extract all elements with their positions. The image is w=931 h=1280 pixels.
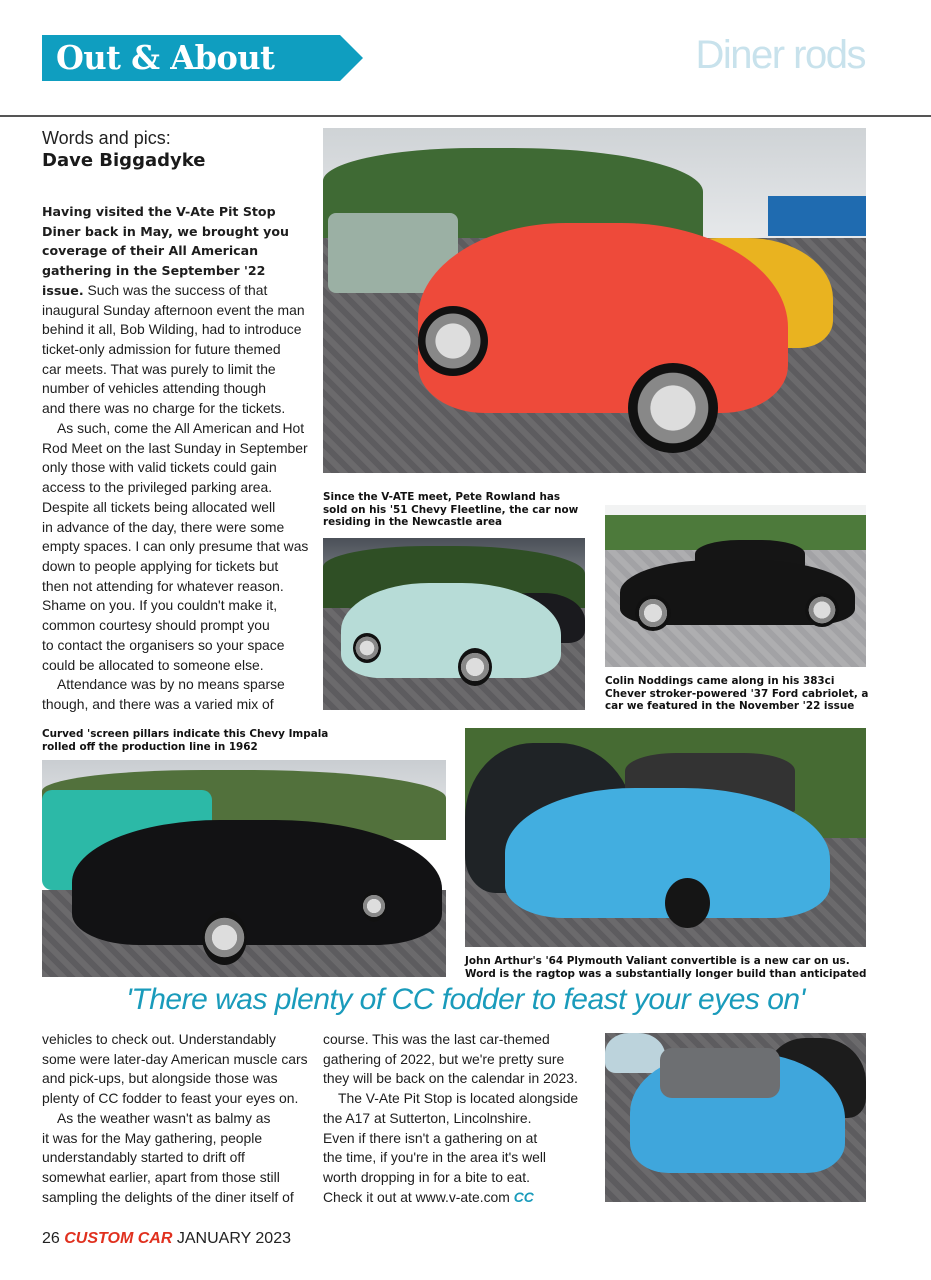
text-line: the time, if you're in the area it's well — [323, 1149, 547, 1166]
body-column-2 — [42, 1030, 308, 1207]
section-banner — [42, 35, 362, 81]
caption-line: residing in the Newcastle area — [323, 516, 503, 529]
lead-line: Diner back in May, we brought you — [42, 223, 289, 239]
text-line: vehicles to check out. Understandably — [42, 1031, 276, 1047]
text-line — [323, 1188, 578, 1208]
photo-chevy-impala — [42, 760, 446, 977]
photo-red-hot-rod — [323, 128, 866, 473]
text-line: worth dropping in for a bite to eat. — [323, 1169, 530, 1186]
text-line: Despite all tickets being allocated well — [42, 498, 276, 515]
lead-line: coverage of their All American — [42, 243, 259, 259]
photo-ford-cabriolet — [605, 505, 866, 667]
caption-line: rolled off the production line in 1962 — [42, 740, 258, 753]
text-line: common courtesy should prompt you — [42, 617, 270, 634]
pull-quote: 'There was plenty of CC fodder to feast your eyes on' — [126, 983, 805, 1016]
photo-plymouth-valiant — [465, 728, 866, 947]
text-line: to contact the organisers so your space — [42, 636, 285, 653]
page-footer — [42, 1230, 291, 1248]
text-line: then not attending for whatever reason. — [42, 577, 284, 594]
caption-fleetline — [323, 491, 578, 529]
text-line: inaugural Sunday afternoon event the man — [42, 301, 305, 318]
caption-line: Curved 'screen pillars indicate this Chevy Impala — [42, 728, 329, 740]
text-line: behind it all, Bob Wilding, had to introduce — [42, 321, 302, 338]
text-line: it was for the May gathering, people — [42, 1129, 263, 1146]
text-line: Even if there isn't a gathering on at — [323, 1129, 538, 1146]
caption-impala — [42, 728, 328, 753]
text-line: Attendance was by no means sparse — [57, 676, 285, 693]
photo-chevy-fleetline — [323, 538, 585, 710]
byline-label: Words and pics: — [42, 128, 171, 148]
lead-end: issue. — [42, 282, 84, 298]
text-line: gathering of 2022, but we're pretty sure — [323, 1050, 565, 1067]
closing-line: Check it out at www.v-ate.com — [323, 1188, 510, 1205]
caption-line: Colin Noddings came along in his 383ci — [605, 675, 835, 687]
photo-valiant-rear — [605, 1033, 866, 1202]
text-line: and there was no charge for the tickets. — [42, 400, 286, 417]
body-column-3 — [323, 1030, 578, 1207]
text-line: access to the privileged parking area. — [42, 479, 273, 496]
header-divider — [0, 115, 931, 117]
text-line: plenty of CC fodder to feast your eyes on. — [42, 1090, 299, 1107]
issue-date: JANUARY 2023 — [176, 1230, 291, 1247]
text-line: and pick-ups, but alongside those was — [42, 1070, 278, 1087]
text-line: they will be back on the calendar in 2023. — [323, 1070, 578, 1087]
caption-line: Word is the ragtop was a substantially longer build than anticipated — [465, 967, 867, 980]
text-line: down to people applying for tickets but — [42, 557, 279, 574]
text-line: course. This was the last car-themed — [323, 1031, 550, 1047]
text-line: in advance of the day, there were some — [42, 518, 285, 535]
page-title: Diner rods — [695, 33, 865, 77]
section-banner-label: Out & About — [56, 38, 275, 77]
text-line: As such, come the All American and Hot — [57, 419, 305, 436]
lead-tail: Such was the success of that — [83, 281, 268, 298]
text-line: As the weather wasn't as balmy as — [57, 1109, 271, 1126]
magazine-name: CUSTOM CAR — [64, 1230, 173, 1247]
byline-author: Dave Biggadyke — [42, 150, 206, 171]
text-line: understandably started to drift off — [42, 1149, 245, 1166]
text-line: only those with valid tickets could gain — [42, 459, 277, 476]
text-line: The V-Ate Pit Stop is located alongside — [338, 1090, 579, 1107]
text-line: some were later-day American muscle cars — [42, 1050, 308, 1067]
caption-ford — [605, 675, 868, 713]
text-line: the A17 at Sutterton, Lincolnshire. — [323, 1109, 532, 1126]
text-line: empty spaces. I can only presume that was — [42, 538, 309, 555]
text-line: though, and there was a varied mix of — [42, 695, 274, 712]
lead-line: Having visited the V-Ate Pit Stop — [42, 204, 276, 219]
caption-line: car we featured in the November '22 issue — [605, 700, 855, 713]
caption-line: Since the V-ATE meet, Pete Rowland has — [323, 491, 561, 503]
caption-line: sold on his '51 Chevy Fleetline, the car now — [323, 503, 579, 516]
text-line: Shame on you. If you couldn't make it, — [42, 597, 278, 614]
page-number: 26 — [42, 1230, 60, 1247]
text-line — [42, 281, 308, 301]
text-line: could be allocated to someone else. — [42, 656, 264, 673]
text-line: Rod Meet on the last Sunday in September — [42, 439, 308, 456]
end-mark: CC — [513, 1188, 534, 1205]
text-line: ticket-only admission for future themed — [42, 341, 281, 358]
lead-line: gathering in the September '22 — [42, 263, 266, 279]
body-column-1 — [42, 202, 308, 715]
text-line: somewhat earlier, apart from those still — [42, 1169, 280, 1186]
text-line: sampling the delights of the diner itself of — [42, 1188, 294, 1205]
text-line: car meets. That was purely to limit the — [42, 360, 276, 377]
caption-line: Chever stroker-powered '37 Ford cabriolet, a — [605, 687, 869, 700]
caption-valiant — [465, 955, 867, 980]
text-line: number of vehicles attending though — [42, 380, 266, 397]
caption-line: John Arthur's '64 Plymouth Valiant convertible is a new car on us. — [465, 955, 850, 967]
